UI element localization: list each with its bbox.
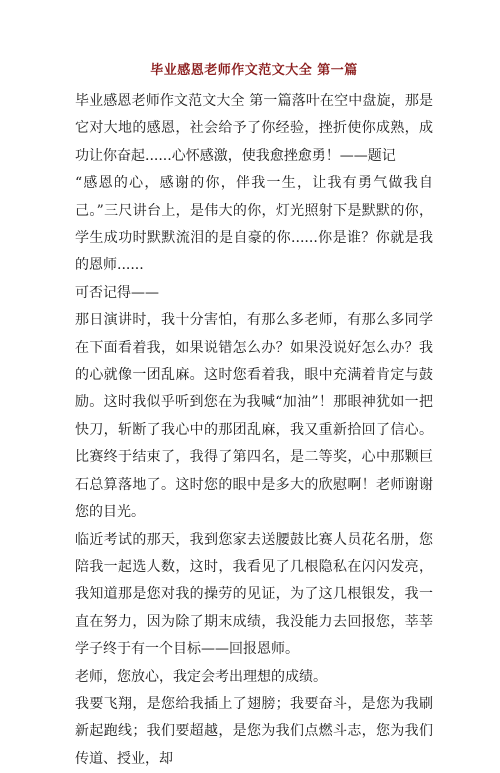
document-title: 毕业感恩老师作文范文大全 第一篇 xyxy=(150,63,358,78)
paragraph-song-quote: “感恩的心，感谢的你，伴我一生，让我有勇气做我自己。”三尺讲台上，是伟大的你，灯光照射下是默默的你，学生成功时默默流泪的是自豪的你......你是谁？你就是我的恩师...... xyxy=(75,175,433,274)
paragraph-exam: 临近考试的那天，我到您家去送腰鼓比赛人员花名册，您陪我一起选人数，这时，我看见了几根隐私在闪闪发亮，我知道那是您对我的操劳的见证，为了这几根银发，我一直在努力，因为除了期末成绩，我没能力去回报您，莘莘学子终于有一个目标——回报恩师。 xyxy=(75,531,433,658)
paragraph-remember: 可否记得—— xyxy=(75,284,159,301)
paragraph-speech: 那日演讲时，我十分害怕，有那么多老师，有那么多同学在下面看着我，如果说错怎么办？如果没说好怎么办？我的心就像一团乱麻。这时您看着我，眼中充满着肯定与鼓励。这时我似乎听到您在为我喊“加油”！那眼神犹如一把快刀，斩断了我心中的那团乱麻，我又重新拾回了信心。比赛终于结束了，我得了第四名，是二等奖，心中那颗巨石总算落地了。这时您的眼中是多大的欣慰啊！老师谢谢您的目光。 xyxy=(75,312,433,521)
paragraph-promise: 老师，您放心，我定会考出理想的成绩。 xyxy=(75,668,327,685)
paragraph-fly: 我要飞翔，是您给我插上了翅膀；我要奋斗，是您为我刷新起跑线；我们要超越，是您为我们点燃斗志，您为我们传道、授业，却 xyxy=(75,695,433,767)
paragraph-intro: 毕业感恩老师作文范文大全 第一篇落叶在空中盘旋，那是它对大地的感恩，社会给予了你经验，挫折使你成熟，成功让你奋起......心怀感激，使我愈挫愈勇！——题记 xyxy=(75,93,433,164)
document-page xyxy=(75,60,433,773)
